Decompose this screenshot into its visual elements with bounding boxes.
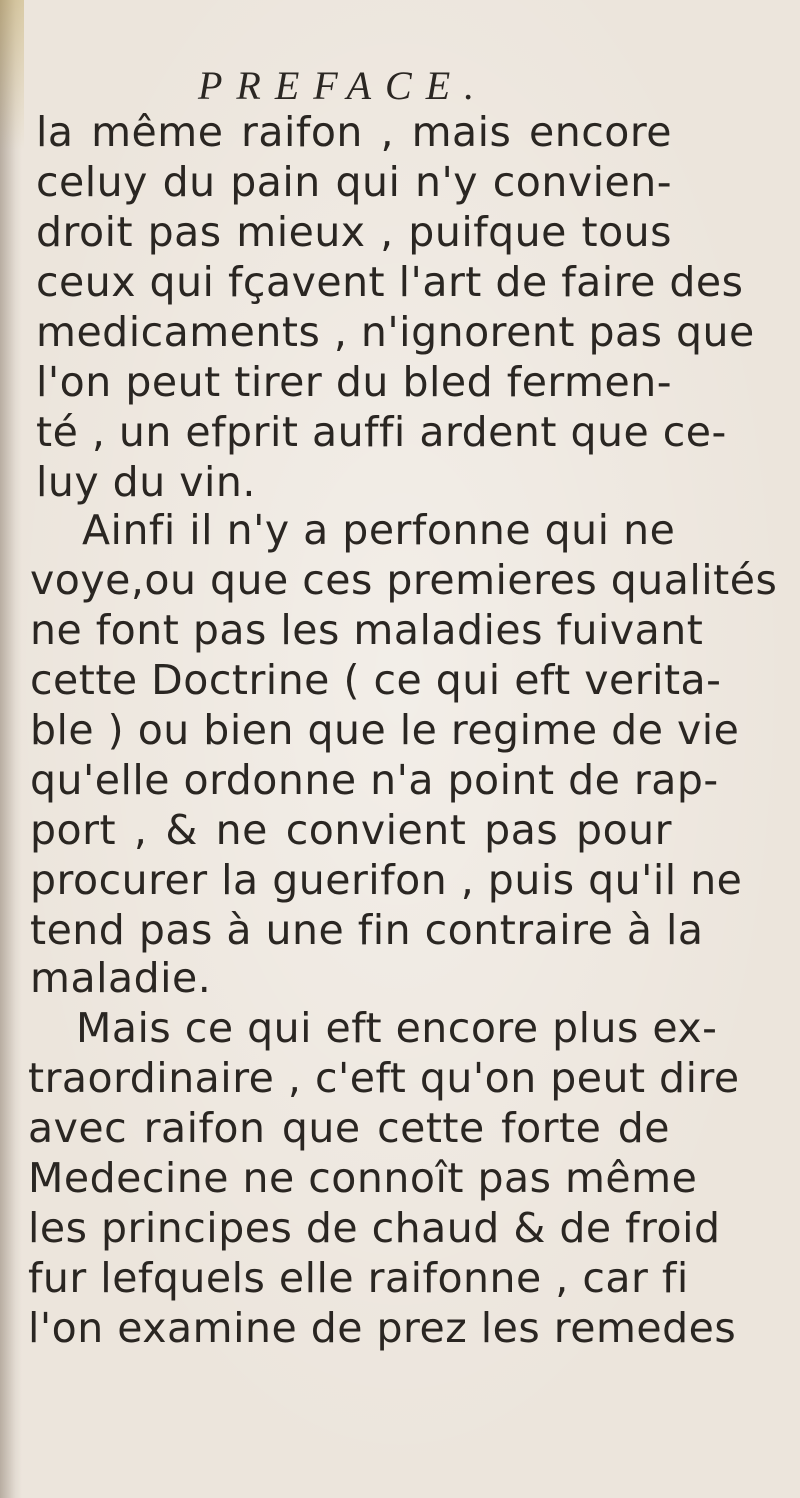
text-line: ceux qui fçavent l'art de faire des — [36, 258, 744, 306]
text-line: l'on examine de prez les remedes — [28, 1304, 737, 1352]
text-line: luy du vin. — [36, 458, 256, 506]
text-line: té , un efprit auffi ardent que ce- — [36, 408, 727, 456]
text-line: avec raifon que cette forte de — [28, 1104, 670, 1152]
text-line: qu'elle ordonne n'a point de rap- — [30, 756, 719, 804]
running-title: PREFACE. — [198, 63, 489, 108]
binding-gutter-shadow — [0, 0, 22, 1498]
text-line: tend pas à une fin contraire à la — [30, 906, 704, 954]
text-line: l'on peut tirer du bled fermen- — [36, 358, 672, 406]
text-line: fur lefquels elle raifonne , car fi — [28, 1254, 689, 1302]
text-line: cette Doctrine ( ce qui eft verita- — [30, 656, 722, 704]
text-line: la même raifon , mais encore — [36, 108, 672, 156]
text-line: port , & ne convient pas pour — [30, 806, 672, 854]
paragraph-first-line: Ainfi il n'y a perfonne qui ne — [82, 506, 676, 554]
text-line: Medecine ne connoît pas même — [28, 1154, 698, 1202]
text-line: medicaments , n'ignorent pas que — [36, 308, 755, 356]
text-line: voye,ou que ces premieres qualités — [30, 556, 778, 604]
text-line: les principes de chaud & de froid — [28, 1204, 721, 1252]
text-line: ble ) ou bien que le regime de vie — [30, 706, 740, 754]
text-line: droit pas mieux , puifque tous — [36, 208, 672, 256]
binding-stain — [0, 0, 24, 150]
text-line: procurer la guerifon , puis qu'il ne — [30, 856, 743, 904]
text-line: celuy du pain qui n'y convien- — [36, 158, 672, 206]
text-line: ne font pas les maladies fuivant — [30, 606, 704, 654]
paragraph-first-line: Mais ce qui eft encore plus ex- — [76, 1004, 718, 1052]
text-line: maladie. — [30, 954, 212, 1002]
text-line: traordinaire , c'eft qu'on peut dire — [28, 1054, 740, 1102]
